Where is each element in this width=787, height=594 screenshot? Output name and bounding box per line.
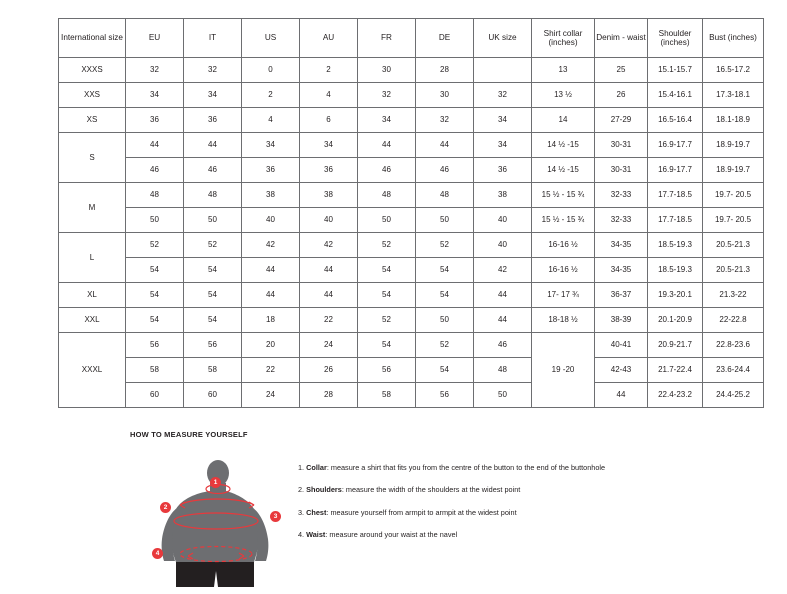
cell-au: 6 bbox=[300, 108, 358, 133]
cell-bust: 18.9-19.7 bbox=[703, 158, 764, 183]
cell-uk: 44 bbox=[474, 283, 532, 308]
cell-bust: 16.5-17.2 bbox=[703, 58, 764, 83]
cell-uk: 34 bbox=[474, 133, 532, 158]
cell-denim: 34-35 bbox=[595, 258, 648, 283]
cell-au: 38 bbox=[300, 183, 358, 208]
cell-de: 54 bbox=[416, 358, 474, 383]
cell-uk: 44 bbox=[474, 308, 532, 333]
column-header-it: IT bbox=[184, 19, 242, 58]
cell-eu: 48 bbox=[126, 183, 184, 208]
cell-shoulder: 20.9-21.7 bbox=[648, 333, 703, 358]
cell-bust: 20.5-21.3 bbox=[703, 233, 764, 258]
cell-uk: 40 bbox=[474, 233, 532, 258]
cell-au: 44 bbox=[300, 258, 358, 283]
measure-number-2: 2. bbox=[298, 485, 305, 495]
cell-au: 34 bbox=[300, 133, 358, 158]
cell-uk: 32 bbox=[474, 83, 532, 108]
cell-au: 28 bbox=[300, 383, 358, 408]
cell-de: 30 bbox=[416, 83, 474, 108]
how-to-measure-title: HOW TO MEASURE YOURSELF bbox=[130, 430, 248, 439]
measure-instruction-waist bbox=[298, 530, 728, 539]
column-header-eu: EU bbox=[126, 19, 184, 58]
cell-fr: 48 bbox=[358, 183, 416, 208]
cell-uk: 38 bbox=[474, 183, 532, 208]
cell-denim: 36-37 bbox=[595, 283, 648, 308]
cell-collar: 15 ½ - 15 ¾ bbox=[532, 208, 595, 233]
cell-it: 54 bbox=[184, 283, 242, 308]
table-row bbox=[59, 383, 764, 408]
cell-eu: 36 bbox=[126, 108, 184, 133]
cell-shoulder: 16.5-16.4 bbox=[648, 108, 703, 133]
cell-collar: 14 ½ -15 bbox=[532, 133, 595, 158]
cell-bust: 18.1-18.9 bbox=[703, 108, 764, 133]
cell-us: 20 bbox=[242, 333, 300, 358]
row-label: XS bbox=[59, 108, 126, 133]
cell-us: 22 bbox=[242, 358, 300, 383]
measure-instruction-collar bbox=[298, 463, 728, 472]
cell-eu: 44 bbox=[126, 133, 184, 158]
cell-shoulder: 20.1-20.9 bbox=[648, 308, 703, 333]
callout-marker-2: 2 bbox=[160, 502, 171, 513]
cell-eu: 34 bbox=[126, 83, 184, 108]
callout-marker-3: 3 bbox=[270, 511, 281, 522]
cell-eu: 58 bbox=[126, 358, 184, 383]
cell-fr: 44 bbox=[358, 133, 416, 158]
cell-shoulder: 19.3-20.1 bbox=[648, 283, 703, 308]
column-header-de: DE bbox=[416, 19, 474, 58]
cell-au: 44 bbox=[300, 283, 358, 308]
cell-shoulder: 22.4-23.2 bbox=[648, 383, 703, 408]
body-diagram bbox=[130, 459, 290, 589]
cell-denim: 44 bbox=[595, 383, 648, 408]
cell-it: 52 bbox=[184, 233, 242, 258]
cell-de: 48 bbox=[416, 183, 474, 208]
cell-it: 32 bbox=[184, 58, 242, 83]
measure-number-1: 1. bbox=[298, 463, 305, 472]
row-label: XXXS bbox=[59, 58, 126, 83]
cell-us: 2 bbox=[242, 83, 300, 108]
table-row bbox=[59, 158, 764, 183]
cell-us: 44 bbox=[242, 283, 300, 308]
table-header bbox=[59, 19, 764, 58]
cell-us: 4 bbox=[242, 108, 300, 133]
measure-number-3: 3. bbox=[298, 507, 305, 517]
row-label: M bbox=[59, 183, 126, 233]
cell-bust: 24.4-25.2 bbox=[703, 383, 764, 408]
cell-denim: 32-33 bbox=[595, 208, 648, 233]
measure-instruction-shoulders bbox=[298, 485, 728, 494]
cell-shoulder: 17.7-18.5 bbox=[648, 208, 703, 233]
cell-de: 50 bbox=[416, 308, 474, 333]
column-header-denim-waist: Denim - waist bbox=[595, 19, 648, 58]
cell-denim: 32-33 bbox=[595, 183, 648, 208]
cell-bust: 22-22.8 bbox=[703, 308, 764, 333]
column-header-international-size: International size bbox=[59, 19, 126, 58]
size-chart-table bbox=[58, 18, 764, 408]
cell-denim: 26 bbox=[595, 83, 648, 108]
cell-us: 18 bbox=[242, 308, 300, 333]
cell-eu: 54 bbox=[126, 308, 184, 333]
cell-denim: 42-43 bbox=[595, 358, 648, 383]
cell-au: 26 bbox=[300, 358, 358, 383]
cell-us: 0 bbox=[242, 58, 300, 83]
cell-uk: 42 bbox=[474, 258, 532, 283]
cell-it: 58 bbox=[184, 358, 242, 383]
cell-us: 38 bbox=[242, 183, 300, 208]
cell-shoulder: 18.5-19.3 bbox=[648, 258, 703, 283]
cell-eu: 54 bbox=[126, 283, 184, 308]
measure-instructions-list bbox=[298, 463, 728, 553]
cell-fr: 56 bbox=[358, 358, 416, 383]
table-row bbox=[59, 333, 764, 358]
cell-it: 54 bbox=[184, 308, 242, 333]
cell-uk: 34 bbox=[474, 108, 532, 133]
cell-denim: 27-29 bbox=[595, 108, 648, 133]
cell-fr: 52 bbox=[358, 308, 416, 333]
cell-denim: 38-39 bbox=[595, 308, 648, 333]
cell-de: 32 bbox=[416, 108, 474, 133]
cell-eu: 50 bbox=[126, 208, 184, 233]
row-label: XL bbox=[59, 283, 126, 308]
cell-fr: 30 bbox=[358, 58, 416, 83]
cell-shoulder: 17.7-18.5 bbox=[648, 183, 703, 208]
cell-de: 56 bbox=[416, 383, 474, 408]
cell-shoulder: 15.4-16.1 bbox=[648, 83, 703, 108]
cell-it: 44 bbox=[184, 133, 242, 158]
cell-collar: 14 ½ -15 bbox=[532, 158, 595, 183]
cell-collar: 17- 17 ¾ bbox=[532, 283, 595, 308]
cell-collar: 14 bbox=[532, 108, 595, 133]
measure-number-4: 4. bbox=[298, 530, 305, 540]
column-header-shoulder: Shoulder (inches) bbox=[648, 19, 703, 58]
cell-uk: 36 bbox=[474, 158, 532, 183]
cell-eu: 60 bbox=[126, 383, 184, 408]
cell-fr: 52 bbox=[358, 233, 416, 258]
cell-au: 22 bbox=[300, 308, 358, 333]
cell-de: 52 bbox=[416, 233, 474, 258]
cell-eu: 46 bbox=[126, 158, 184, 183]
cell-bust: 22.8-23.6 bbox=[703, 333, 764, 358]
cell-it: 56 bbox=[184, 333, 242, 358]
row-label: L bbox=[59, 233, 126, 283]
row-label: XXL bbox=[59, 308, 126, 333]
cell-au: 2 bbox=[300, 58, 358, 83]
column-header-bust: Bust (inches) bbox=[703, 19, 764, 58]
table-body bbox=[59, 58, 764, 408]
cell-it: 60 bbox=[184, 383, 242, 408]
row-label: XXXL bbox=[59, 333, 126, 408]
cell-bust: 19.7- 20.5 bbox=[703, 183, 764, 208]
measure-term-waist: Waist bbox=[306, 530, 326, 540]
table-row bbox=[59, 58, 764, 83]
cell-bust: 17.3-18.1 bbox=[703, 83, 764, 108]
callout-marker-1: 1 bbox=[210, 477, 221, 488]
cell-it: 46 bbox=[184, 158, 242, 183]
cell-bust: 21.3-22 bbox=[703, 283, 764, 308]
cell-eu: 56 bbox=[126, 333, 184, 358]
cell-au: 24 bbox=[300, 333, 358, 358]
measure-term-collar: Collar bbox=[306, 463, 327, 472]
cell-denim: 40-41 bbox=[595, 333, 648, 358]
cell-collar: 13 ½ bbox=[532, 83, 595, 108]
cell-collar: 13 bbox=[532, 58, 595, 83]
cell-de: 28 bbox=[416, 58, 474, 83]
table-row bbox=[59, 233, 764, 258]
measure-text-collar: : measure a shirt that fits you from the centre of the button to the end of the buttonhole bbox=[326, 463, 606, 472]
cell-it: 48 bbox=[184, 183, 242, 208]
cell-collar: 15 ½ - 15 ¾ bbox=[532, 183, 595, 208]
table-row bbox=[59, 83, 764, 108]
table-row bbox=[59, 258, 764, 283]
measure-text-waist: : measure around your waist at the navel bbox=[325, 530, 458, 540]
cell-de: 44 bbox=[416, 133, 474, 158]
cell-shoulder: 15.1-15.7 bbox=[648, 58, 703, 83]
table-row bbox=[59, 308, 764, 333]
cell-us: 34 bbox=[242, 133, 300, 158]
cell-uk: 50 bbox=[474, 383, 532, 408]
cell-uk: 40 bbox=[474, 208, 532, 233]
column-header-fr: FR bbox=[358, 19, 416, 58]
cell-denim: 34-35 bbox=[595, 233, 648, 258]
cell-collar: 19 -20 bbox=[532, 333, 595, 408]
row-label: S bbox=[59, 133, 126, 183]
cell-bust: 18.9-19.7 bbox=[703, 133, 764, 158]
cell-fr: 54 bbox=[358, 333, 416, 358]
cell-us: 44 bbox=[242, 258, 300, 283]
column-header-au: AU bbox=[300, 19, 358, 58]
measure-text-chest: : measure yourself from armpit to armpit at the widest point bbox=[326, 507, 517, 517]
measure-term-chest: Chest bbox=[306, 507, 327, 517]
cell-fr: 50 bbox=[358, 208, 416, 233]
cell-fr: 46 bbox=[358, 158, 416, 183]
column-header-uk-size: UK size bbox=[474, 19, 532, 58]
cell-shoulder: 21.7-22.4 bbox=[648, 358, 703, 383]
cell-shoulder: 18.5-19.3 bbox=[648, 233, 703, 258]
cell-au: 4 bbox=[300, 83, 358, 108]
cell-collar: 18-18 ½ bbox=[532, 308, 595, 333]
table-row bbox=[59, 358, 764, 383]
cell-bust: 23.6-24.4 bbox=[703, 358, 764, 383]
cell-collar: 16-16 ½ bbox=[532, 233, 595, 258]
cell-us: 36 bbox=[242, 158, 300, 183]
cell-au: 36 bbox=[300, 158, 358, 183]
cell-fr: 34 bbox=[358, 108, 416, 133]
cell-uk: 46 bbox=[474, 333, 532, 358]
measure-term-shoulders: Shoulders bbox=[306, 485, 342, 495]
cell-it: 36 bbox=[184, 108, 242, 133]
cell-eu: 32 bbox=[126, 58, 184, 83]
cell-us: 24 bbox=[242, 383, 300, 408]
cell-fr: 54 bbox=[358, 283, 416, 308]
cell-eu: 54 bbox=[126, 258, 184, 283]
cell-fr: 54 bbox=[358, 258, 416, 283]
cell-shoulder: 16.9-17.7 bbox=[648, 133, 703, 158]
cell-us: 42 bbox=[242, 233, 300, 258]
table-row bbox=[59, 283, 764, 308]
cell-it: 50 bbox=[184, 208, 242, 233]
table-header-row bbox=[59, 19, 764, 58]
cell-denim: 25 bbox=[595, 58, 648, 83]
cell-de: 50 bbox=[416, 208, 474, 233]
cell-de: 54 bbox=[416, 283, 474, 308]
cell-collar: 16-16 ½ bbox=[532, 258, 595, 283]
how-to-measure-section bbox=[130, 430, 730, 557]
cell-uk: 48 bbox=[474, 358, 532, 383]
table-row bbox=[59, 133, 764, 158]
row-label: XXS bbox=[59, 83, 126, 108]
cell-it: 54 bbox=[184, 258, 242, 283]
callout-marker-4: 4 bbox=[152, 548, 163, 559]
cell-denim: 30-31 bbox=[595, 133, 648, 158]
table-row bbox=[59, 108, 764, 133]
cell-uk bbox=[474, 58, 532, 83]
cell-fr: 58 bbox=[358, 383, 416, 408]
cell-fr: 32 bbox=[358, 83, 416, 108]
cell-shoulder: 16.9-17.7 bbox=[648, 158, 703, 183]
table-row bbox=[59, 208, 764, 233]
cell-bust: 20.5-21.3 bbox=[703, 258, 764, 283]
cell-it: 34 bbox=[184, 83, 242, 108]
measure-text-shoulders: : measure the width of the shoulders at the widest point bbox=[341, 485, 521, 495]
column-header-shirt-collar: Shirt collar (inches) bbox=[532, 19, 595, 58]
cell-de: 46 bbox=[416, 158, 474, 183]
cell-au: 40 bbox=[300, 208, 358, 233]
cell-de: 54 bbox=[416, 258, 474, 283]
measure-instruction-chest bbox=[298, 508, 728, 517]
cell-au: 42 bbox=[300, 233, 358, 258]
cell-eu: 52 bbox=[126, 233, 184, 258]
table-row bbox=[59, 183, 764, 208]
column-header-us: US bbox=[242, 19, 300, 58]
cell-denim: 30-31 bbox=[595, 158, 648, 183]
cell-us: 40 bbox=[242, 208, 300, 233]
cell-bust: 19.7- 20.5 bbox=[703, 208, 764, 233]
cell-de: 52 bbox=[416, 333, 474, 358]
